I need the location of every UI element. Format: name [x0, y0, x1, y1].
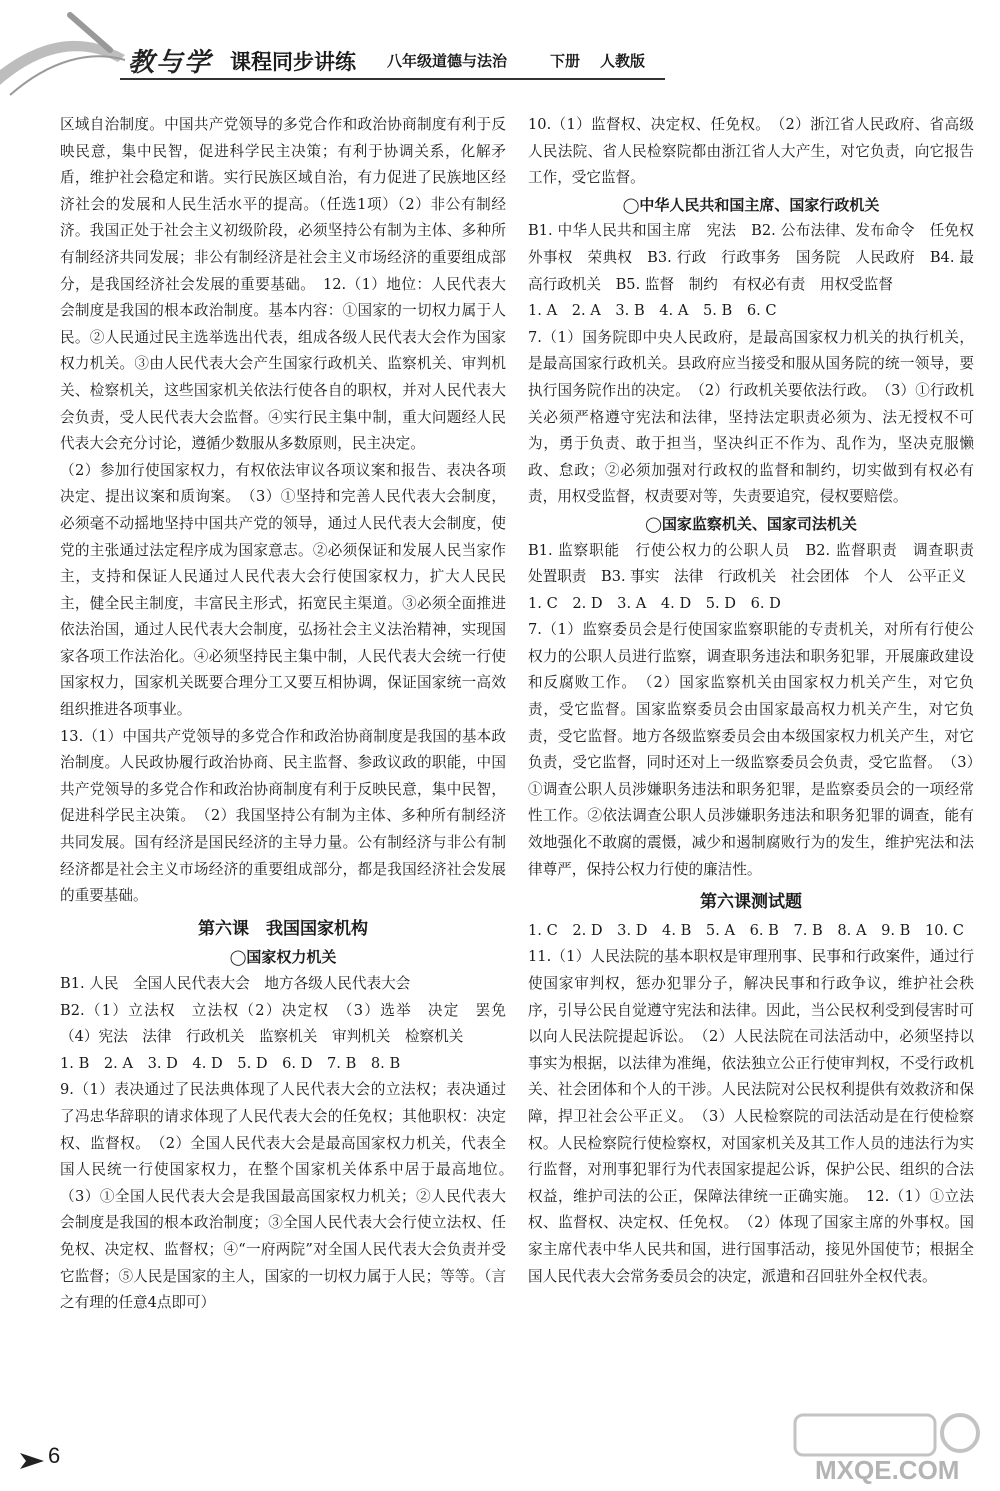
left-column — [60, 112, 521, 1317]
subsection-heading: ◯国家权力机关 — [229, 948, 337, 967]
page-header — [0, 0, 1000, 100]
volume-label: 下册 — [550, 52, 581, 70]
answer-paragraph: B1. 中华人民共和国主席 宪法 B2. 公布法律、发布命令 任免权 外事权 荣典权 B3. 行政 行政事务 国务院 人民政府 B4. 最高行政机关 B5. 监督 制约 有权必有责 用权受监督 — [528, 222, 989, 293]
answer-paragraph: 11.（1）人民法院的基本职权是审理刑事、民事和行政案件，通过行使国家审判权，惩办犯罪分子，解决民事和行政争议，维护社会秩序，引导公民自觉遵守宪法和法律。因此，当公民权利受到侵害时可以向人民法院提起诉讼。 （2）人民法院在司法活动中，必须坚持以事实为根据，以法律为准绳，依法独立公正行使审判权，不受行政机关、社会团体和个人的干涉。人民法院对公民权利提供有效救济和保障，捍卫社会公平正义。 （3）人民检察院的司法活动是在行使检察权。人民检察院行使检察权，对国家机关及其工作人员的违法行为实行监督，对刑事犯罪行为代表国家提起公诉，保护公民、组织的合法权益，维护司法的公正，保障法律统一正确实施。 12.（1）①立法权、监督权、决定权、任免权。 （2）体现了国家主席的外事权。国家主席代表中华人民共和国，进行国事活动，接见外国使节；根据全国人民代表大会常务委员会的决定，派遣和召回驻外全权代表。 — [528, 948, 974, 1285]
right-column — [528, 112, 989, 1290]
answer-paragraph: 9.（1）表决通过了民法典体现了人民代表大会的立法权；表决通过了冯忠华辞职的请求体现了人民代表大会的任免权；其他职权：决定权、监督权。 （2）全国人民代表大会是最高国家权力机关，代表全国人民统一行使国家权力，在整个国家机关体系中居于最高地位。 （3）①全国人民代表大会是我国最高国家权力机关；②人民代表大会制度是我国的根本政治制度；③全国人民代表大会行使立法权、任免权、决定权、监督权；④“一府两院”对全国人民代表大会负责并受它监督；⑤人民是国家的主人，国家的一切权力属于人民；等等。（言之有理的任意4点即可） — [60, 1081, 521, 1312]
answer-paragraph: 1. C 2. D 3. A 4. D 5. D 6. D — [528, 594, 781, 612]
answer-paragraph: 区域自治制度。中国共产党领导的多党合作和政治协商制度有利于反映民意，集中民智，促进科学民主决策；有利于协调关系，化解矛盾，维护社会稳定和谐。实行民族区域自治，有力促进了民族地区经济社会的发展和人民生活水平的提高。（任选1项）（2）非公有制经济。我国正处于社会主义初级阶段，必须坚持公有制为主体、多种所有制经济共同发展；非公有制经济是社会主义市场经济的重要组成部分，是我国经济社会发展的重要基础。 12.（1）地位：人民代表大会制度是我国的根本政治制度。基本内容：①国家的一切权力属于人民。②人民通过民主选举选出代表，组成各级人民代表大会作为国家权力机关。③由人民代表大会产生国家行政机关、监察机关、审判机关、检察机关，这些国家机关依法行使各自的职权，并对人民代表大会负责，受人民代表大会监督。④实行民主集中制，重大问题经人民代表大会充分讨论，遵循少数服从多数原则，民主决定。 — [60, 116, 506, 453]
answer-paragraph: 1. A 2. A 3. B 4. A 5. B 6. C — [528, 302, 777, 320]
edition-label: 人教版 — [600, 52, 646, 70]
brand-logo: 教与学 — [128, 48, 213, 78]
arrow-right-icon — [20, 1453, 44, 1469]
answer-paragraph: （2）参加行使国家权力，有权依法审议各项议案和报告、表决各项决定、提出议案和质询案。 （3）①坚持和完善人民代表大会制度，必须毫不动摇地坚持中国共产党的领导，通过人民代表大会制度，使党的主张通过法定程序成为国家意志。②必须保证和发展人民当家作主，支持和保证人民通过人民代表大会行使国家权力，扩大人民民主，健全民主制度，丰富民主形式，拓宽民主渠道。③必须全面推进依法治国，通过人民代表大会制度，弘扬社会主义法治精神，实现国家各项工作法治化。④必须坚持民主集中制，人民代表大会统一行使国家权力，国家机关既要合理分工又要互相协调，保证国家统一高效组织推进各项事业。 — [60, 461, 506, 719]
answer-paragraph: 10.（1）监督权、决定权、任免权。 （2）浙江省人民政府、省高级人民法院、省人民检察院都由浙江省人大产生，对它负责，向它报告工作，受它监督。 — [528, 116, 974, 187]
watermark-text: MXQE.COM — [815, 1455, 960, 1485]
series-title: 课程同步讲练 — [230, 50, 356, 74]
answer-paragraph: 13.（1）中国共产党领导的多党合作和政治协商制度是我国的基本政治制度。人民政协履行政治协商、民主监督、参政议政的职能，中国共产党领导的多党合作和政治协商制度有利于反映民意，集中民智，促进科学民主决策。 （2）我国坚持公有制为主体、多种所有制经济共同发展。国有经济是国民经济的主导力量。公有制经济与非公有制经济都是社会主义市场经济的重要组成部分，都是我国经济社会发展的重要基础。 — [60, 727, 506, 905]
subject-label: 八年级道德与法治 — [387, 52, 508, 70]
answer-paragraph: B1. 人民 全国人民代表大会 地方各级人民代表大会 — [60, 975, 411, 992]
header-rule — [120, 78, 665, 80]
answer-paragraph: B2.（1）立法权 立法权（2）决定权 （3）选举 决定 罢免 （4）宪法 法律 行政机关 监察机关 审判机关 检察机关 — [60, 1001, 521, 1046]
section-title: 第六课 我国国家机构 — [198, 918, 368, 939]
section-title: 第六课测试题 — [700, 892, 802, 913]
answer-paragraph: B1. 监察职能 行使公权力的公职人员 B2. 监督职责 调查职责 处置职责 B3. 事实 法律 行政机关 社会团体 个人 公平正义 — [528, 541, 989, 586]
answer-paragraph: 1. C 2. D 3. D 4. B 5. A 6. B 7. B 8. A 9. B 10. C — [528, 921, 964, 939]
subsection-heading: ◯国家监察机关、国家司法机关 — [645, 514, 857, 533]
answer-paragraph: 1. B 2. A 3. D 4. D 5. D 6. D 7. B 8. B — [60, 1054, 401, 1072]
page-number: 6 — [48, 1443, 61, 1468]
subsection-heading: ◯中华人民共和国主席、国家行政机关 — [622, 195, 880, 214]
answer-paragraph: 7.（1）国务院即中央人民政府，是最高国家权力机关的执行机关，是最高国家行政机关。县政府应当接受和服从国务院的统一领导，要执行国务院作出的决定。 （2）行政机关要依法行政。 （3）①行政机关必须严格遵守宪法和法律，坚持法定职责必须为、法无授权不可为，勇于负责、敢于担当，坚决纠正不作为、乱作为，坚决克服懒政、怠政；②必须加强对行政权的监督和制约，切实做到有权必有责，用权受监督，权责要对等，失责要追究，侵权要赔偿。 — [528, 328, 974, 506]
answer-paragraph: 7.（1）监察委员会是行使国家监察职能的专责机关，对所有行使公权力的公职人员进行监察，调查职务违法和职务犯罪，开展廉政建设和反腐败工作。 （2）国家监察机关由国家权力机关产生，对它负责，受它监督。国家监察委员会由国家最高权力机关产生，对它负责，受它监督。地方各级监察委员会由本级国家权力机关产生，对它负责，受它监督，同时还对上一级监察委员会负责，受它监督。 （3）①调查公职人员涉嫌职务违法和职务犯罪，是监察委员会的一项经常性工作。②依法调查公职人员涉嫌职务违法和职务犯罪的调查，能有效地强化不敢腐的震慑，减少和遏制腐败行为的发生，维护宪法和法律尊严，保持公权力行使的廉洁性。 — [528, 621, 974, 878]
